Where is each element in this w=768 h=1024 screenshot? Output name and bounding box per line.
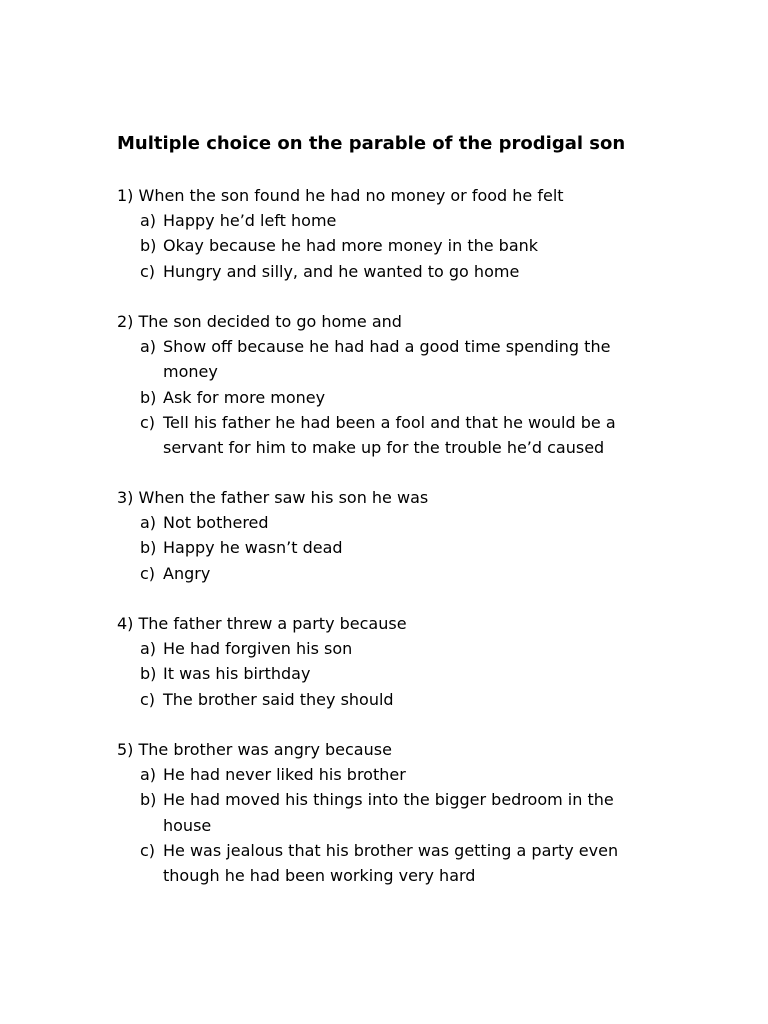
option-letter: a) bbox=[140, 211, 157, 231]
option-text: He was jealous that his brother was getting a party even though he had been working very hard bbox=[163, 840, 619, 886]
option-letter: b) bbox=[140, 790, 157, 810]
option-letter: c) bbox=[140, 840, 156, 860]
option-text: Happy he’d left home bbox=[163, 211, 337, 231]
option-a bbox=[117, 510, 657, 535]
option-text: The brother said they should bbox=[163, 689, 394, 709]
option-text: He had forgiven his son bbox=[163, 639, 353, 659]
option-text: He had moved his things into the bigger bedroom in the house bbox=[163, 790, 614, 835]
option-text: Happy he wasn’t dead bbox=[163, 538, 343, 558]
option-list bbox=[117, 636, 657, 712]
option-c bbox=[117, 838, 657, 888]
option-a bbox=[117, 334, 657, 384]
option-letter: a) bbox=[140, 513, 157, 533]
question-2 bbox=[117, 309, 657, 460]
option-letter: a) bbox=[140, 639, 157, 659]
option-letter: c) bbox=[140, 563, 156, 583]
option-letter: b) bbox=[140, 387, 157, 407]
option-c bbox=[117, 259, 657, 284]
option-a bbox=[117, 762, 657, 787]
question-3 bbox=[117, 485, 657, 586]
option-text: He had never liked his brother bbox=[163, 765, 406, 785]
option-letter: a) bbox=[140, 337, 157, 357]
option-letter: b) bbox=[140, 538, 157, 558]
option-a bbox=[117, 636, 657, 661]
question-prompt: 3) When the father saw his son he was bbox=[117, 488, 429, 507]
option-text: Not bothered bbox=[163, 513, 269, 533]
option-letter: b) bbox=[140, 664, 157, 684]
question-5 bbox=[117, 737, 657, 888]
option-c bbox=[117, 410, 657, 460]
option-list bbox=[117, 334, 657, 460]
option-b bbox=[117, 233, 657, 258]
option-letter: b) bbox=[140, 236, 157, 256]
option-c bbox=[117, 687, 657, 712]
option-letter: c) bbox=[140, 412, 156, 432]
option-text: Tell his father he had been a fool and that he would be a servant for him to make up for the trouble he’d caused bbox=[163, 412, 616, 458]
option-letter: c) bbox=[140, 689, 156, 709]
question-prompt: 1) When the son found he had no money or food he felt bbox=[117, 186, 564, 205]
option-list bbox=[117, 510, 657, 586]
option-text: Hungry and silly, and he wanted to go home bbox=[163, 261, 520, 281]
option-text: Show off because he had had a good time spending the money bbox=[163, 337, 611, 382]
option-b bbox=[117, 385, 657, 410]
document-title: Multiple choice on the parable of the prodigal son bbox=[117, 133, 626, 154]
question-prompt: 5) The brother was angry because bbox=[117, 740, 392, 759]
option-b bbox=[117, 535, 657, 560]
option-text: Okay because he had more money in the bank bbox=[163, 236, 539, 256]
question-prompt: 2) The son decided to go home and bbox=[117, 312, 402, 331]
question-prompt: 4) The father threw a party because bbox=[117, 614, 407, 633]
option-list bbox=[117, 208, 657, 284]
option-text: Ask for more money bbox=[163, 387, 326, 407]
option-c bbox=[117, 561, 657, 586]
option-text: Angry bbox=[163, 563, 211, 583]
option-a bbox=[117, 208, 657, 233]
option-b bbox=[117, 661, 657, 686]
option-text: It was his birthday bbox=[163, 664, 311, 684]
option-b bbox=[117, 787, 657, 837]
question-4 bbox=[117, 611, 657, 712]
option-letter: a) bbox=[140, 765, 157, 785]
option-list bbox=[117, 762, 657, 888]
question-1 bbox=[117, 183, 657, 284]
option-letter: c) bbox=[140, 261, 156, 281]
